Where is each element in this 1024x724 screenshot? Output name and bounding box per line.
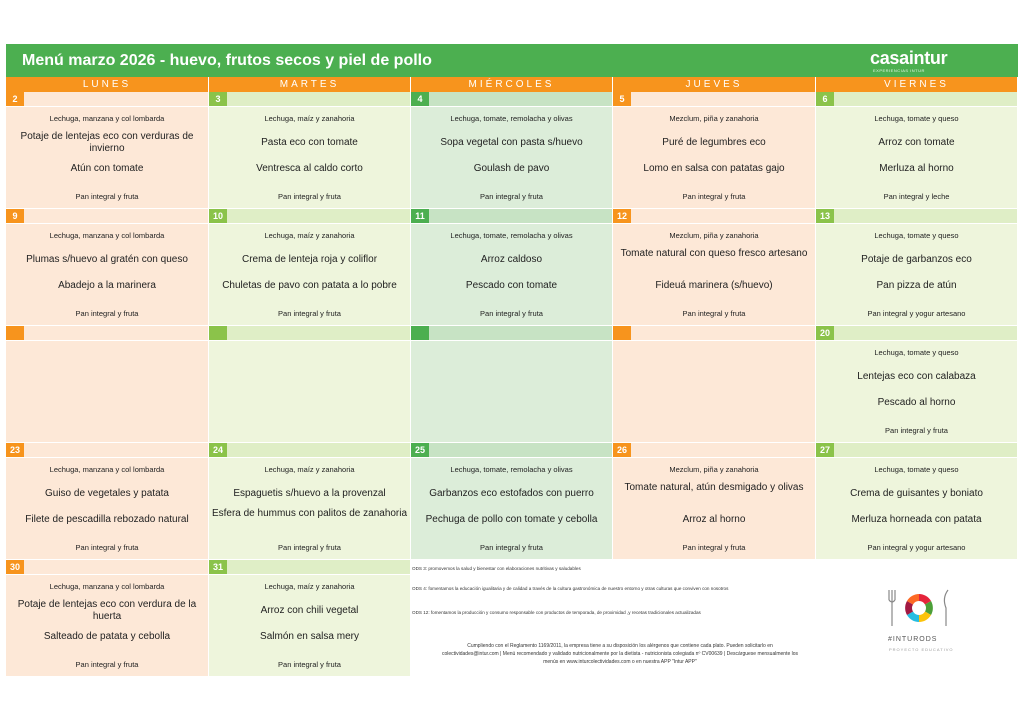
day-number-bar — [613, 443, 815, 457]
starter-item: Lechuga, tomate, remolacha y olivas — [450, 231, 573, 240]
day-menu-cell — [613, 458, 815, 559]
day-number: 10 — [209, 209, 227, 223]
ods-brand-sublabel: PROYECTO EDUCATIVO — [889, 647, 954, 652]
day-number: 25 — [411, 443, 429, 457]
day-number: 27 — [816, 443, 834, 457]
day-number: 4 — [411, 92, 429, 106]
starter-item: Mezclum, piña y zanahoria — [669, 114, 759, 123]
dessert-item: Pan integral y fruta — [278, 543, 341, 552]
day-number: 30 — [6, 560, 24, 574]
day-number: 31 — [209, 560, 227, 574]
dessert-item: Pan integral y fruta — [75, 660, 139, 669]
second-course-item: Ventresca al caldo corto — [256, 163, 363, 174]
starter-item: Lechuga, maíz y zanahoria — [264, 465, 355, 474]
second-course-item: Merluza horneada con patata — [851, 514, 982, 525]
first-course-item: Arroz con chili vegetal — [260, 605, 359, 616]
first-course-item: Guiso de vegetales y patata — [45, 488, 169, 499]
starter-item: Lechuga, maíz y zanahoria — [264, 582, 355, 591]
weekday-2: MIÉRCOLES — [411, 77, 612, 92]
day-menu-cell — [613, 224, 815, 325]
starter-item: Lechuga, tomate y queso — [874, 348, 959, 357]
day-number — [209, 326, 227, 340]
first-course-item: Puré de legumbres eco — [662, 137, 766, 148]
day-menu-cell — [209, 458, 410, 559]
dessert-item: Pan integral y yogur artesano — [867, 309, 966, 318]
first-course-item: Crema de lenteja roja y coliflor — [241, 254, 378, 265]
day-menu-cell — [411, 458, 612, 559]
ods-note-3: ODS 3: promovemos la salud y bienestar con elaboraciones nutritivas y saludables — [412, 566, 581, 571]
day-number: 23 — [6, 443, 24, 457]
starter-item: Mezclum, piña y zanahoria — [669, 465, 759, 474]
day-number: 26 — [613, 443, 631, 457]
day-menu-cell — [209, 224, 410, 325]
day-number-bar — [6, 443, 208, 457]
second-course-item: Salteado de patata y cebolla — [43, 631, 171, 642]
casaintur-logo: casaintur — [870, 48, 948, 68]
first-course-item: Tomate natural, atún desmigado y olivas — [624, 482, 804, 493]
day-number-bar — [613, 326, 815, 340]
day-number-bar — [816, 92, 1017, 106]
second-course-item: Chuletas de pavo con patata a lo pobre — [222, 280, 397, 291]
day-number-bar — [6, 560, 208, 574]
ods-note-4: ODS 4: fomentamos la educación igualitaria y de calidad a través de la cultura gastronómica de nuestro entorno y otras culturas que conviven con nosotros — [412, 586, 729, 591]
day-number: 6 — [816, 92, 834, 106]
day-number-bar — [411, 326, 612, 340]
dessert-item: Pan integral y fruta — [278, 192, 341, 201]
first-course-item: Lentejas eco con calabaza — [857, 371, 976, 382]
day-number-bar — [6, 326, 208, 340]
day-menu-cell — [816, 224, 1017, 325]
logo-subtitle: EXPERIENCIAS INTUR — [873, 68, 925, 73]
day-number-bar — [411, 92, 612, 106]
weekday-0: LUNES — [6, 77, 208, 92]
starter-item: Lechuga, manzana y col lombarda — [49, 114, 165, 123]
day-number: 2 — [6, 92, 24, 106]
day-menu-cell — [6, 224, 208, 325]
day-menu-cell — [411, 224, 612, 325]
dessert-item: Pan integral y fruta — [480, 192, 543, 201]
day-menu-cell — [613, 341, 815, 442]
dessert-item: Pan integral y fruta — [278, 660, 341, 669]
second-course-item: Esfera de hummus con palitos de zanahoria — [211, 508, 408, 519]
day-number: 9 — [6, 209, 24, 223]
second-course-item: Goulash de pavo — [473, 163, 550, 174]
day-number: 20 — [816, 326, 834, 340]
day-number-bar — [816, 209, 1017, 223]
first-course-item: Plumas s/huevo al gratén con queso — [26, 254, 188, 265]
starter-item: Lechuga, manzana y col lombarda — [49, 465, 165, 474]
day-menu-cell — [209, 341, 410, 442]
day-menu-cell — [816, 458, 1017, 559]
day-number-bar — [209, 209, 410, 223]
first-course-item: Potaje de lentejas eco con verduras de invierno — [20, 131, 194, 154]
first-course-item: Sopa vegetal con pasta s/huevo — [440, 137, 583, 148]
day-menu-cell — [6, 107, 208, 208]
dessert-item: Pan integral y fruta — [480, 309, 543, 318]
day-number — [613, 326, 631, 340]
day-menu-cell — [6, 341, 208, 442]
first-course-item: Arroz con tomate — [878, 137, 955, 148]
ods-brand-label: #INTURODS — [888, 636, 938, 643]
allergen-footer-note: Cumpliendo con el Reglamento 1169/2011, la empresa tiene a su disposición los alérgenos que contiene cada plato. Pueden solicitarlo en colectividades@intur.com | Menú recomendado y validado nutricionalmente por la dietista - nutricionista colegiada nº CV00639 | Descárguese mensualmente los menús en www.inturcolectividades.com o en nuestra APP "Intur APP" — [441, 643, 799, 665]
day-menu-cell — [209, 107, 410, 208]
day-number-bar — [613, 92, 815, 106]
day-number: 3 — [209, 92, 227, 106]
day-menu-cell — [209, 575, 410, 676]
day-number — [411, 326, 429, 340]
day-menu-cell — [6, 458, 208, 559]
starter-item: Lechuga, manzana y col lombarda — [49, 582, 165, 591]
day-number-bar — [816, 326, 1017, 340]
day-number-bar — [209, 560, 410, 574]
dessert-item: Pan integral y fruta — [885, 426, 948, 435]
dessert-item: Pan integral y fruta — [682, 543, 746, 552]
starter-item: Lechuga, maíz y zanahoria — [264, 114, 355, 123]
second-course-item: Lomo en salsa con patatas gajo — [643, 163, 785, 174]
day-number-bar — [6, 92, 208, 106]
page-title: Menú marzo 2026 - huevo, frutos secos y piel de pollo — [22, 52, 432, 69]
day-number-bar — [209, 443, 410, 457]
day-menu-cell — [411, 107, 612, 208]
day-number-bar — [209, 92, 410, 106]
day-number: 13 — [816, 209, 834, 223]
day-menu-cell — [6, 575, 208, 676]
day-number-bar — [411, 443, 612, 457]
first-course-item: Crema de guisantes y boniato — [850, 488, 983, 499]
second-course-item: Pescado con tomate — [465, 280, 558, 291]
starter-item: Mezclum, piña y zanahoria — [669, 231, 759, 240]
starter-item: Lechuga, tomate, remolacha y olivas — [450, 114, 573, 123]
dessert-item: Pan integral y fruta — [75, 192, 139, 201]
day-number-bar — [6, 209, 208, 223]
weekday-1: MARTES — [209, 77, 410, 92]
starter-item: Lechuga, tomate y queso — [874, 465, 959, 474]
day-menu-cell — [816, 341, 1017, 442]
second-course-item: Abadejo a la marinera — [58, 280, 156, 291]
first-course-item: Garbanzos eco estofados con puerro — [429, 488, 594, 499]
second-course-item: Fideuá marinera (s/huevo) — [655, 280, 773, 291]
dessert-item: Pan integral y fruta — [682, 309, 746, 318]
first-course-item: Arroz caldoso — [480, 254, 543, 265]
first-course-item: Espaguetis s/huevo a la provenzal — [233, 488, 386, 499]
dessert-item: Pan integral y fruta — [75, 309, 139, 318]
dessert-item: Pan integral y fruta — [75, 543, 139, 552]
second-course-item: Atún con tomate — [70, 163, 144, 174]
day-number: 24 — [209, 443, 227, 457]
ods-note-12: ODS 12: fomentamos la producción y consumo responsable con productos de temporada, de proximidad ,y recetas tradicionales actualizadas — [412, 610, 701, 615]
day-menu-cell — [411, 341, 612, 442]
starter-item: Lechuga, tomate y queso — [874, 114, 959, 123]
second-course-item: Pechuga de pollo con tomate y cebolla — [425, 514, 598, 525]
day-menu-cell — [613, 107, 815, 208]
first-course-item: Tomate natural con queso fresco artesano — [620, 248, 808, 259]
dessert-item: Pan integral y fruta — [278, 309, 341, 318]
day-number-bar — [209, 326, 410, 340]
second-course-item: Filete de pescadilla rebozado natural — [25, 514, 189, 525]
starter-item: Lechuga, maíz y zanahoria — [264, 231, 355, 240]
starter-item: Lechuga, manzana y col lombarda — [49, 231, 165, 240]
second-course-item: Pan pizza de atún — [876, 280, 957, 291]
dessert-item: Pan integral y leche — [883, 192, 950, 201]
first-course-item: Potaje de garbanzos eco — [861, 254, 972, 265]
day-number-bar — [411, 209, 612, 223]
first-course-item: Potaje de lentejas eco con verdura de la huerta — [17, 599, 197, 622]
day-number-bar — [613, 209, 815, 223]
second-course-item: Pescado al horno — [877, 397, 956, 408]
starter-item: Lechuga, tomate y queso — [874, 231, 959, 240]
starter-item: Lechuga, tomate, remolacha y olivas — [450, 465, 573, 474]
day-number-bar — [816, 443, 1017, 457]
ods-wheel-icon — [888, 586, 952, 634]
weekday-4: VIERNES — [816, 77, 1017, 92]
second-course-item: Arroz al horno — [682, 514, 746, 525]
dessert-item: Pan integral y fruta — [682, 192, 746, 201]
second-course-item: Merluza al horno — [879, 163, 954, 174]
dessert-item: Pan integral y fruta — [480, 543, 543, 552]
dessert-item: Pan integral y yogur artesano — [867, 543, 966, 552]
day-menu-cell — [816, 107, 1017, 208]
weekday-3: JUEVES — [613, 77, 815, 92]
day-number — [6, 326, 24, 340]
second-course-item: Salmón en salsa mery — [260, 631, 359, 642]
day-number: 11 — [411, 209, 429, 223]
day-number: 5 — [613, 92, 631, 106]
first-course-item: Pasta eco con tomate — [261, 137, 358, 148]
day-number: 12 — [613, 209, 631, 223]
